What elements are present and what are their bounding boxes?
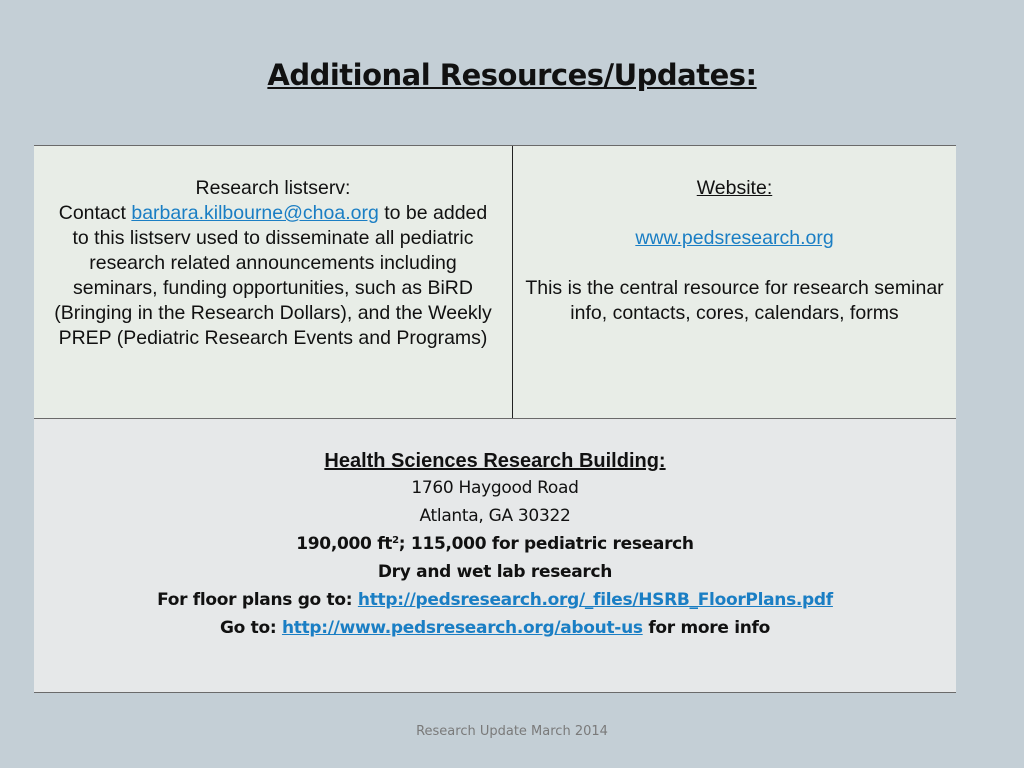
size-rest: ; 115,000 for pediatric research — [398, 534, 694, 554]
goto-suffix: for more info — [642, 618, 771, 638]
slide-title: Additional Resources/Updates: — [267, 58, 757, 92]
website-description: This is the central resource for research seminar info, contacts, cores, calendars, forms — [525, 277, 944, 324]
floor-plans-line — [34, 586, 956, 614]
resources-table — [34, 145, 956, 693]
lab-info: Dry and wet lab research — [377, 562, 613, 582]
website-text — [513, 146, 956, 326]
floor-plans-prefix: For floor plans go to: — [157, 590, 358, 610]
address-line-1: 1760 Haygood Road — [411, 478, 579, 498]
slide-footer: Research Update March 2014 — [416, 724, 608, 739]
floor-plans-link[interactable]: http://pedsresearch.org/_files/HSRB_FloorPlans.pdf — [357, 590, 833, 610]
table-row — [34, 146, 956, 419]
contact-prefix: Contact — [58, 202, 132, 224]
goto-prefix: Go to: — [219, 618, 282, 638]
goto-line — [34, 614, 956, 642]
listserv-cell — [34, 146, 513, 418]
table-row — [34, 419, 956, 692]
website-cell — [513, 146, 956, 418]
listserv-heading: Research listserv: — [195, 177, 351, 199]
email-link[interactable]: barbara.kilbourne@choa.org — [131, 202, 379, 224]
about-us-link[interactable]: http://www.pedsresearch.org/about-us — [281, 618, 643, 638]
listserv-text — [34, 146, 512, 351]
address-line-2: Atlanta, GA 30322 — [419, 506, 571, 526]
listserv-description: to be added to this listserv used to disseminate all pediatric research related announcements including seminars, funding opportunities, such as BiRD (Bringing in the Research Dollars), and the Weekly PREP (Pediatric Research Events and Programs) — [54, 202, 492, 349]
website-link[interactable]: www.pedsresearch.org — [635, 227, 834, 249]
building-heading: Health Sciences Research Building: — [324, 450, 666, 472]
website-heading: Website: — [696, 177, 773, 199]
building-size — [34, 530, 956, 558]
size-text: 190,000 ft — [296, 534, 393, 554]
size-superscript: 2 — [392, 535, 399, 546]
